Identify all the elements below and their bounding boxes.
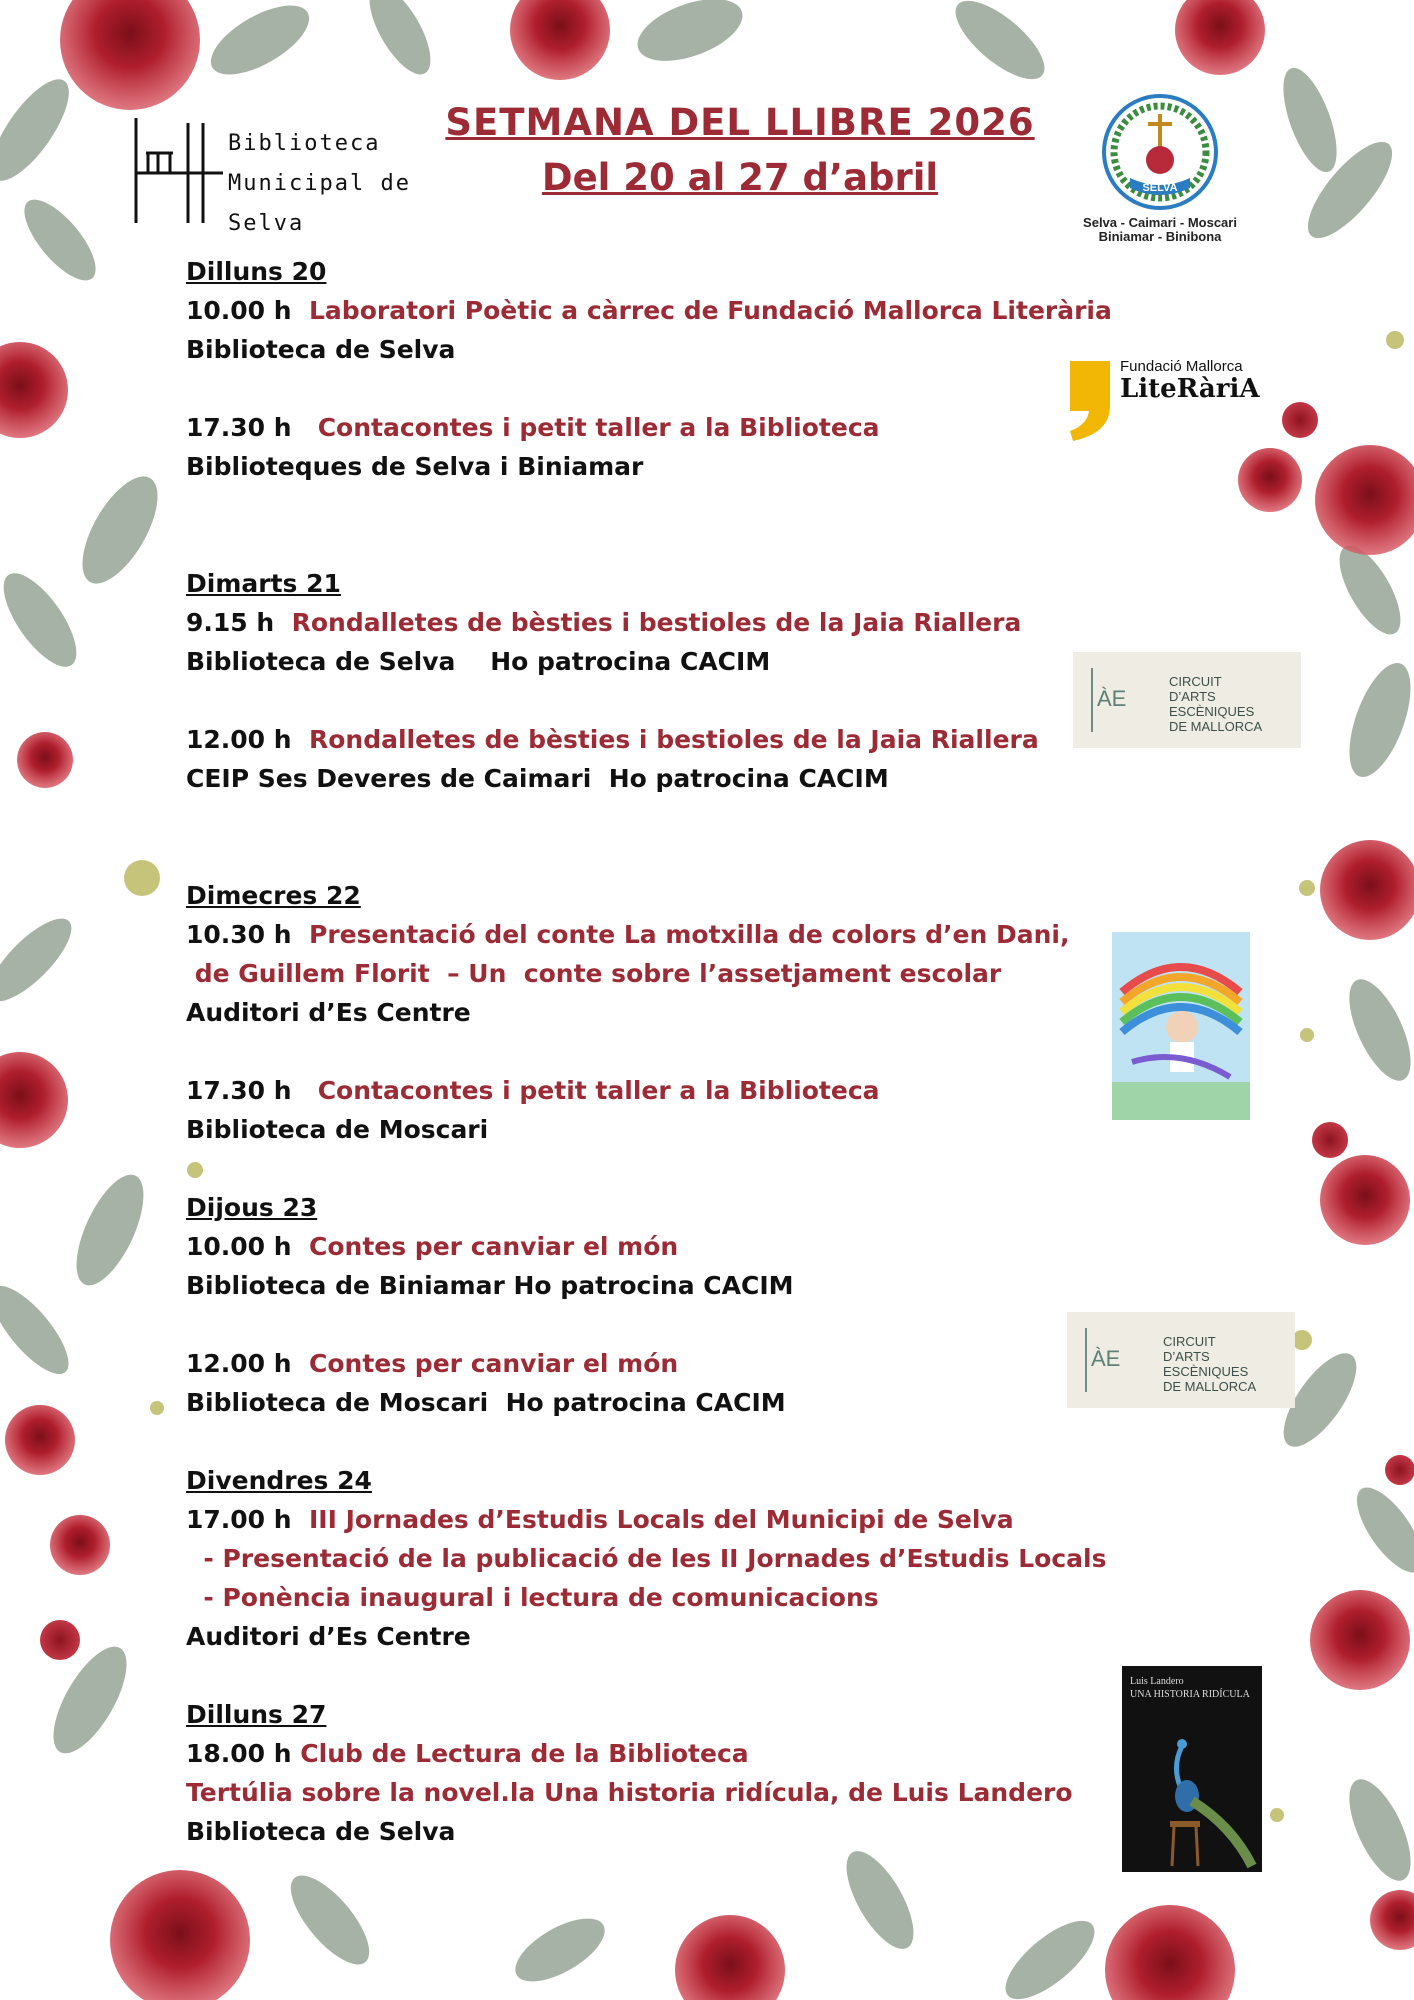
spacer — [186, 486, 1136, 564]
event-place: Biblioteca de Selva — [186, 1817, 456, 1846]
event-title: Contes per canviar el món — [309, 1349, 679, 1378]
event-place: Biblioteca de Biniamar Ho patrocina CACIM — [186, 1271, 794, 1300]
day-heading: Dimarts 21 — [186, 569, 341, 598]
spacer — [186, 681, 1136, 720]
seal-emblem-icon — [1100, 92, 1220, 212]
event-line — [186, 408, 1136, 447]
seal-towns — [1080, 216, 1240, 244]
event-place: CEIP Ses Deveres de Caimari Ho patrocina CACIM — [186, 764, 889, 793]
cae-line1: CIRCUIT — [1163, 1334, 1216, 1349]
event-line — [186, 1734, 1136, 1773]
day-heading: Dijous 23 — [186, 1193, 318, 1222]
event-time: 17.30 h — [186, 413, 318, 442]
event-title: Presentació del conte La motxilla de colors d’en Dani, — [309, 920, 1070, 949]
day-heading: Divendres 24 — [186, 1466, 372, 1495]
seal-towns-line2: Biniamar - Binibona — [1098, 229, 1222, 244]
event-subitem: Tertúlia sobre la novel.la Una historia ridícula, de Luis Landero — [186, 1778, 1073, 1807]
event-line — [186, 1227, 1136, 1266]
event-place: Auditori d’Es Centre — [186, 1622, 471, 1651]
spacer — [186, 1149, 1136, 1188]
seal-text: SELVA — [1142, 182, 1178, 194]
book-cover-historia-ridicula — [1122, 1666, 1262, 1872]
schedule — [186, 252, 1136, 1851]
event-line — [186, 603, 1136, 642]
spacer — [186, 1305, 1136, 1344]
event-place: Biblioteca de Moscari — [186, 1115, 489, 1144]
event-title: III Jornades d’Estudis Locals del Municipi de Selva — [309, 1505, 1014, 1534]
book-author: Luis Landero — [1130, 1676, 1184, 1687]
event-place: Biblioteca de Selva — [186, 335, 456, 364]
event-place: Biblioteques de Selva i Biniamar — [186, 452, 644, 481]
cae-line3: DE MALLORCA — [1169, 719, 1263, 734]
event-time: 12.00 h — [186, 1349, 309, 1378]
spacer — [186, 798, 1136, 876]
day-heading: Dilluns 27 — [186, 1700, 327, 1729]
event-line — [186, 915, 1136, 954]
event-title: Contes per canviar el món — [309, 1232, 679, 1261]
library-name-line2: Municipal de Selva — [228, 171, 411, 236]
event-time: 17.30 h — [186, 1076, 318, 1105]
cae-mark-text: ÀE — [1091, 1346, 1121, 1371]
event-time: 17.00 h — [186, 1505, 309, 1534]
event-place: Biblioteca de Moscari Ho patrocina CACIM — [186, 1388, 786, 1417]
library-name-line1: Biblioteca — [228, 131, 381, 156]
event-title: Rondalletes de bèsties i bestioles de la Jaia Riallera — [291, 608, 1022, 637]
cae-line1: CIRCUIT — [1169, 674, 1222, 689]
flm-big-text: LiteRàriA — [1120, 374, 1260, 404]
event-line — [186, 1344, 1136, 1383]
event-place: Biblioteca de Selva Ho patrocina CACIM — [186, 647, 771, 676]
event-line — [186, 1500, 1136, 1539]
event-line — [186, 1071, 1136, 1110]
seal-towns-line1: Selva - Caimari - Moscari — [1083, 215, 1237, 230]
event-subitem: - Presentació de la publicació de les II Jornades d’Estudis Locals — [186, 1544, 1107, 1573]
title-line1: SETMANA DEL LLIBRE 2026 — [445, 101, 1035, 144]
cae-line3: DE MALLORCA — [1163, 1379, 1257, 1394]
event-time: 10.00 h — [186, 296, 309, 325]
event-title: Rondalletes de bèsties i bestioles de la Jaia Riallera — [309, 725, 1039, 754]
event-place: Auditori d’Es Centre — [186, 998, 471, 1027]
municipal-seal — [1080, 92, 1240, 242]
day-heading: Dilluns 20 — [186, 257, 327, 286]
day-heading: Dimecres 22 — [186, 881, 361, 910]
cae-text — [1169, 674, 1301, 734]
event-subitem: - Ponència inaugural i lectura de comunicacions — [186, 1583, 879, 1612]
page-title — [420, 98, 1060, 208]
library-logo-icon — [128, 118, 228, 228]
spacer — [186, 1656, 1136, 1695]
cae-line2: D’ARTS ESCÈNIQUES — [1169, 689, 1255, 719]
event-time: 9.15 h — [186, 608, 292, 637]
spacer — [186, 369, 1136, 408]
event-time: 12.00 h — [186, 725, 309, 754]
event-time: 10.30 h — [186, 920, 309, 949]
spacer — [186, 1032, 1136, 1071]
title-line2: Del 20 al 27 d’abril — [541, 156, 939, 199]
event-time: 18.00 h — [186, 1739, 301, 1768]
event-title: Club de Lectura de la Biblioteca — [300, 1739, 749, 1768]
book-title: UNA HISTORIA RIDÍCULA — [1130, 1689, 1250, 1700]
cae-text — [1163, 1334, 1295, 1394]
cae-line2: D’ARTS ESCÈNIQUES — [1163, 1349, 1249, 1379]
event-time: 10.00 h — [186, 1232, 309, 1261]
cae-mark-text: ÀE — [1097, 686, 1127, 711]
event-title: Contacontes i petit taller a la Biblioteca — [317, 1076, 880, 1105]
event-title-continued: de Guillem Florit – Un conte sobre l’assetjament escolar — [186, 959, 1002, 988]
flm-small-text: Fundació Mallorca — [1120, 358, 1243, 375]
event-line — [186, 720, 1136, 759]
peacock-illustration — [1122, 1726, 1262, 1872]
event-title: Contacontes i petit taller a la Biblioteca — [317, 413, 880, 442]
event-title: Laboratori Poètic a càrrec de Fundació Mallorca Literària — [309, 296, 1112, 325]
spacer — [186, 1422, 1136, 1461]
event-line — [186, 291, 1136, 330]
